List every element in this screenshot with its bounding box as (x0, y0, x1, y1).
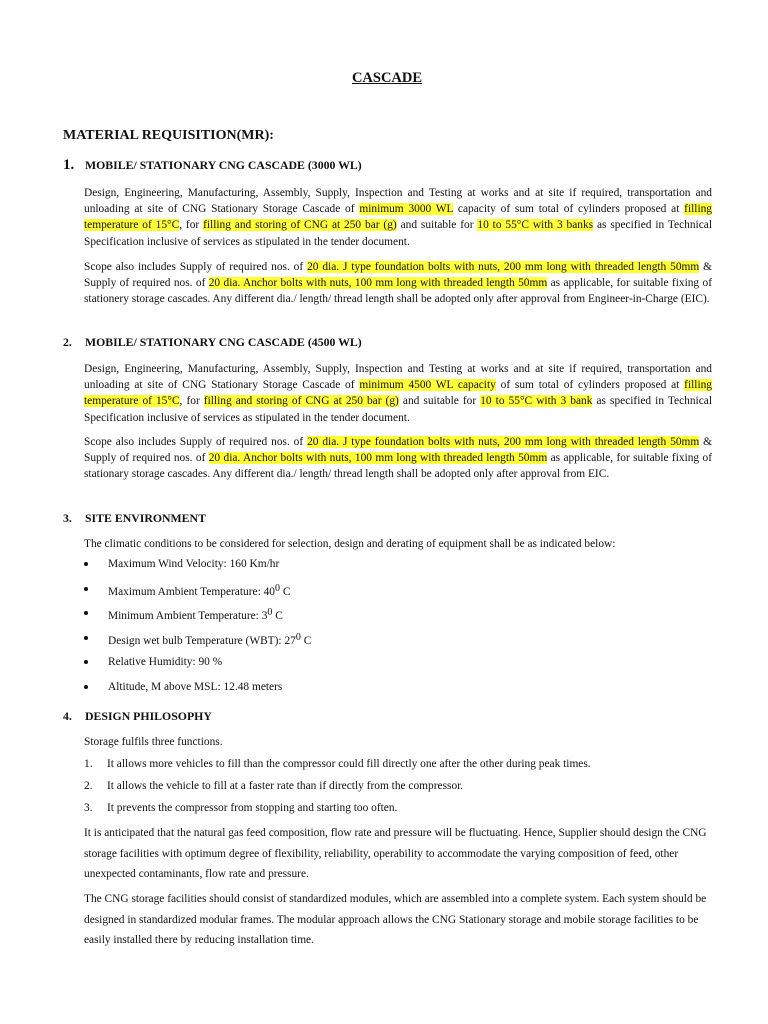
list-item-text: It allows the vehicle to fill at a faster rate than if directly from the compressor. (107, 780, 464, 792)
list-item-text: Design wet bulb Temperature (WBT): 27 (108, 634, 296, 647)
text-run: Design, Engineering, Manufacturing, Assembly, Supply, Inspection and Testing at works and at site if required, transportation and unloading at site of CNG Stationary Storage Cascade of (84, 187, 712, 216)
text-run: and suitable for (398, 395, 481, 408)
highlighted-text: minimum 4500 WL capacity (359, 379, 496, 392)
section-title: SITE ENVIRONMENT (85, 511, 206, 525)
highlighted-text: 20 dia. Anchor bolts with nuts, 100 mm long with threaded length 50mm (208, 452, 548, 465)
text-run: as specified in Technical Specification inclusive of services as stipulated in the tender document. (84, 395, 712, 424)
highlighted-text: 20 dia. J type foundation bolts with nuts, 200 mm long with threaded length 50mm (307, 436, 700, 448)
list-item (84, 756, 591, 778)
section-2-paragraph-1 (84, 361, 712, 426)
list-number: 3. (84, 802, 93, 814)
section-3-heading (63, 511, 206, 526)
section-number: 3. (63, 511, 72, 525)
document-title: CASCADE (351, 70, 423, 86)
text-run: , for (179, 395, 204, 408)
highlighted-text: filling temperature of 15°C (84, 203, 712, 232)
list-item-text: Altitude, M above MSL: 12.48 meters (108, 680, 283, 693)
text-run: as applicable, for suitable fixing of stationery storage cascades. Any different dia./ length/ thread length shall be adopted only after approval from Engineer-in-Charge (EIC). (84, 277, 712, 306)
list-item-text: Maximum Ambient Temperature: 40 (108, 585, 275, 598)
functions-list (84, 756, 591, 822)
text-run: capacity of sum total of cylinders proposed at (453, 203, 685, 216)
bullet-icon (84, 685, 88, 689)
degree-superscript: 0 (274, 582, 280, 594)
list-number: 2. (84, 780, 93, 792)
list-item-text: Minimum Ambient Temperature: 3 (108, 610, 268, 622)
bullet-icon (84, 587, 88, 591)
highlighted-text: filling and storing of CNG at 250 bar (g) (203, 219, 397, 232)
section-1-heading (63, 157, 362, 174)
highlighted-text: 20 dia. J type foundation bolts with nuts, 200 mm long with threaded length 50mm (307, 261, 700, 273)
text-run: of sum total of cylinders proposed at (495, 379, 685, 392)
text-run: as specified in Technical Specification inclusive of services as stipulated in the tender document. (84, 219, 712, 248)
section-4-heading (63, 709, 212, 724)
section-4-intro: Storage fulfils three functions. (84, 736, 223, 748)
text-run: & Supply of required nos. of (84, 261, 712, 290)
highlighted-text: minimum 3000 WL (359, 203, 454, 216)
text-run: and suitable for (396, 219, 478, 232)
highlighted-text: 10 to 55°C with 3 bank (480, 395, 593, 408)
bullet-icon (84, 611, 88, 615)
list-item-text: Maximum Wind Velocity: 160 Km/hr (108, 558, 280, 570)
text-run: Design, Engineering, Manufacturing, Assembly, Supply, Inspection and Testing at works and at site if required, transportation and unloading at site of CNG Stationary Storage Cascade of (84, 363, 712, 392)
list-item-text: Relative Humidity: 90 % (108, 656, 223, 668)
text-run: Scope also includes Supply of required nos. of (84, 261, 308, 273)
bullet-icon (84, 562, 88, 566)
section-number: 1. (63, 157, 75, 173)
list-item (84, 602, 311, 627)
degree-superscript: 0 (295, 631, 301, 643)
highlighted-text: 10 to 55°C with 3 banks (477, 219, 594, 232)
bullet-icon (84, 660, 88, 664)
highlighted-text: 20 dia. Anchor bolts with nuts, 100 mm long with threaded length 50mm (208, 277, 548, 290)
text-run: Scope also includes Supply of required nos. of (84, 436, 308, 448)
degree-superscript: 0 (267, 607, 273, 618)
list-item (84, 676, 311, 701)
section-4-paragraph-2: The CNG storage facilities should consist of standardized modules, which are assembled into a complete system. Each system should be designed in standardized modular frames. The modular approach allows the CNG Stationary storage and mobile storage facilities to be easily installed there by reducing installation time. (84, 893, 707, 946)
section-1-paragraph-2 (84, 259, 712, 308)
list-item (84, 800, 591, 822)
section-4-paragraph-1: It is anticipated that the natural gas feed composition, flow rate and pressure will be fluctuating. Hence, Supplier should design the CNG storage facilities with optimum degree of flexibility, reliability, operability to accommodate the varying composition of feed, other unexpected contaminants, flow rate and pressure. (84, 827, 707, 880)
text-run: as applicable, for suitable fixing of stationary storage cascades. Any different dia./ length/ thread length shall be adopted only after approval from EIC. (84, 452, 712, 481)
list-number: 1. (84, 758, 93, 770)
unit-text: C (272, 610, 283, 622)
highlighted-text: filling and storing of CNG at 250 bar (g) (203, 395, 399, 408)
bullet-icon (84, 636, 88, 640)
section-2-heading (63, 335, 362, 350)
list-item (84, 578, 311, 603)
section-title: MOBILE/ STATIONARY CNG CASCADE (3000 WL) (85, 158, 362, 172)
mr-heading: MATERIAL REQUISITION(MR): (63, 128, 274, 143)
text-run: , for (179, 219, 204, 232)
section-number: 2. (63, 335, 72, 349)
unit-text: C (279, 585, 291, 598)
unit-text: C (300, 634, 312, 647)
section-3-intro: The climatic conditions to be considered for selection, design and derating of equipment shall be as indicated below: (84, 538, 616, 550)
list-item-text: It prevents the compressor from stopping and starting too often. (107, 802, 398, 814)
list-item (84, 778, 591, 800)
text-run: & Supply of required nos. of (84, 436, 712, 465)
highlighted-text: filling temperature of 15°C (84, 379, 712, 408)
section-1-paragraph-1 (84, 185, 712, 250)
climate-list (84, 553, 311, 700)
section-title: MOBILE/ STATIONARY CNG CASCADE (4500 WL) (85, 335, 362, 349)
list-item (84, 553, 311, 578)
list-item (84, 651, 311, 676)
list-item-text: It allows more vehicles to fill than the compressor could fill directly one after the other during peak times. (107, 758, 591, 770)
section-number: 4. (63, 709, 72, 723)
section-title: DESIGN PHILOSOPHY (85, 709, 212, 723)
section-2-paragraph-2 (84, 434, 712, 483)
list-item (84, 627, 311, 652)
